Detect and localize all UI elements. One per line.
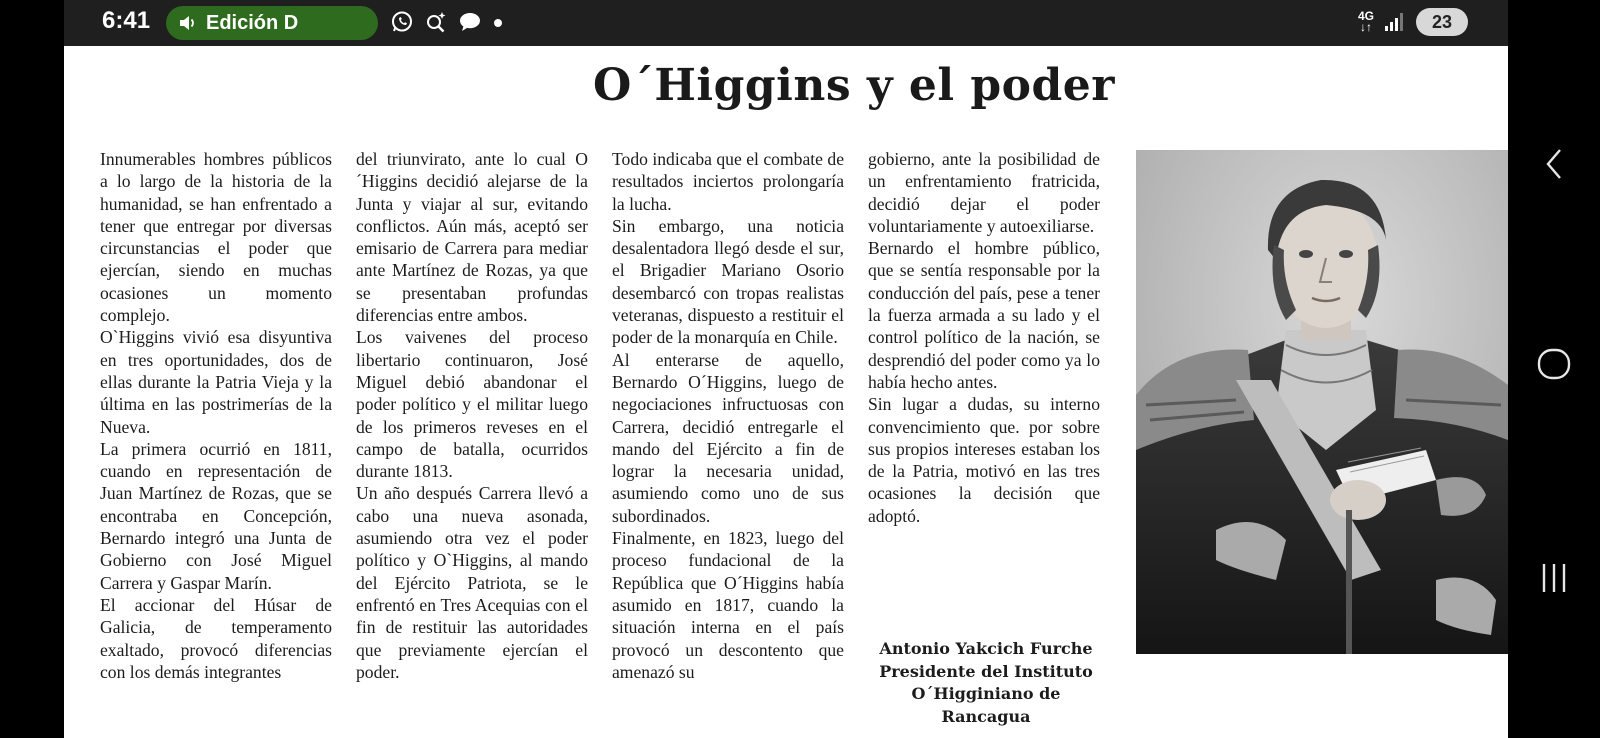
paragraph: Al enterarse de aquello, Bernardo O´Higgins, luego de negociaciones infructuosas con Carrera, decidió entregarle el mando del Ejército a fin de lograr la necesaria unidad, asumiendo como uno de sus subordinados. xyxy=(612,349,844,526)
newspaper-page xyxy=(64,46,1508,738)
paragraph: O`Higgins vivió esa disyuntiva en tres oportunidades, dos de ellas durante la Patria Vieja y la última en las postrimerías de la Nueva. xyxy=(100,327,332,437)
author-title: Rancagua xyxy=(941,706,1031,726)
network-indicator xyxy=(1358,11,1374,33)
home-button[interactable] xyxy=(1524,334,1584,394)
author-name: Antonio Yakcich Furche xyxy=(879,639,1093,658)
battery-level: 23 xyxy=(1431,11,1453,32)
whatsapp-icon xyxy=(390,10,414,34)
speaker-icon xyxy=(178,13,198,33)
dot-icon xyxy=(492,10,504,34)
paragraph: Un año después Carrera llevó a cabo una nueva asonada, asumiendo otra vez el poder político y O`Higgins, al mando del Ejército Patriota, se le enfrentó en Tres Acequias con el fin de restituir las autoridades que previamente ejercían el poder. xyxy=(356,483,588,682)
paragraph: del triunvirato, ante lo cual O´Higgins decidió alejarse de la Junta y viajar al sur, evitando conflictos. Aún más, aceptó ser emisario de Carrera para mediar ante Martínez de Rozas, ya que se presentaban profundas diferencias entre ambos. xyxy=(356,149,588,326)
notification-icons xyxy=(390,10,504,34)
home-icon xyxy=(1536,346,1572,382)
article-column-3 xyxy=(612,148,844,683)
paragraph: Sin lugar a dudas, su interno convencimiento que. por sobre sus propios intereses estaban los de la Patria, motivó en las tres ocasiones la decisión que adoptó. xyxy=(868,394,1100,526)
recent-apps-button[interactable] xyxy=(1524,548,1584,608)
clock: 6:41 xyxy=(102,7,151,34)
sparkle-search-icon xyxy=(424,10,448,34)
article-headline: O´Higgins y el poder xyxy=(593,60,1115,111)
media-title: Edición D xyxy=(206,11,299,34)
paragraph: El accionar del Húsar de Galicia, de temperamento exaltado, provocó diferencias con los demás integrantes xyxy=(100,594,332,682)
author-byline xyxy=(868,638,1104,728)
signal-icon xyxy=(1384,11,1406,33)
chat-bubble-icon xyxy=(458,10,482,34)
article-column-1 xyxy=(100,148,332,683)
paragraph: gobierno, ante la posibilidad de un enfrentamiento fratricida, decidió dejar el poder voluntariamente y autoexiliarse. xyxy=(868,149,1100,236)
back-icon xyxy=(1542,146,1566,182)
battery-icon xyxy=(1416,8,1468,36)
back-button[interactable] xyxy=(1524,134,1584,194)
paragraph: Innumerables hombres públicos a lo largo de la historia de la humanidad, se han enfrentado a tener que entregar por diversas circunstancias el poder que ejercían, siendo en muchas ocasiones un momento complejo. xyxy=(100,149,332,326)
media-playing-chip[interactable] xyxy=(166,6,378,40)
network-type: 4G xyxy=(1357,9,1374,23)
article-column-2 xyxy=(356,148,588,683)
paragraph: Bernardo el hombre público, que se sentía responsable por la conducción del país, pese a tener la fuerza armada a su lado y el control político de la nación, se desprendió del poder como ya lo había hecho antes. xyxy=(868,238,1100,392)
status-bar xyxy=(64,0,1508,46)
author-title: Presidente del Instituto xyxy=(879,661,1093,681)
paragraph: Los vaivenes del proceso libertario continuaron, José Miguel debió abandonar el poder político y el militar luego de los primeros reveses en el campo de batalla, ocurridos durante 1813. xyxy=(356,327,588,482)
paragraph: Finalmente, en 1823, luego del proceso fundacional de la República que O´Higgins había asumido en 1817, cuando la situación interna en el país provocó un descontento que amenazó su xyxy=(612,528,844,682)
article-column-4 xyxy=(868,148,1100,527)
navigation-bar xyxy=(1508,0,1600,738)
portrait-image xyxy=(1136,150,1508,654)
system-indicators xyxy=(1358,8,1468,36)
paragraph: Sin embargo, una noticia desalentadora llegó desde el sur, el Brigadier Mariano Osorio desembarcó con tropas realistas veteranas, dispuesto a restituir el poder de la monarquía en Chile. xyxy=(612,215,844,348)
paragraph: La primera ocurrió en 1811, cuando en representación de Juan Martínez de Rozas, que se encontraba en Concepción, Bernardo integró una Junta de Gobierno con José Miguel Carrera y Gaspar Marín. xyxy=(100,438,332,593)
author-title: O´Higginiano de xyxy=(911,684,1061,703)
paragraph: Todo indicaba que el combate de resultados inciertos prolongaría la lucha. xyxy=(612,149,844,214)
network-arrows: ↓↑ xyxy=(1359,20,1372,34)
recent-apps-icon xyxy=(1536,560,1572,596)
